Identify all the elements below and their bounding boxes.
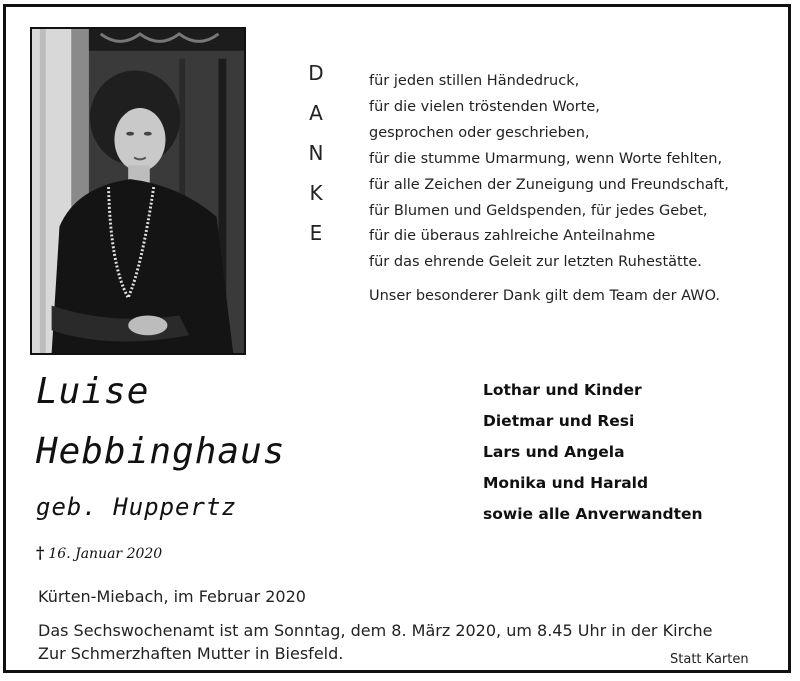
deceased-last-name: Hebbinghaus: [36, 431, 286, 472]
death-date: 16. Januar 2020: [48, 546, 163, 562]
thanks-line: gesprochen oder geschrieben,: [369, 124, 590, 141]
family-member: Lars und Angela: [483, 443, 625, 461]
obituary-notice: [3, 4, 791, 673]
thanks-line: für alle Zeichen der Zuneigung und Freundschaft,: [369, 176, 729, 193]
thanks-line: für die stumme Umarmung, wenn Worte fehlten,: [369, 150, 723, 167]
thanks-text: [369, 69, 779, 276]
memorial-service-info: [38, 619, 768, 665]
danke-letter: K: [309, 181, 323, 205]
death-date-line: [36, 543, 162, 562]
thanks-line: für die überaus zahlreiche Anteilnahme: [369, 228, 656, 245]
place-and-date: Kürten-Miebach, im Februar 2020: [38, 587, 306, 606]
family-member: Monika und Harald: [483, 474, 649, 492]
service-line: Das Sechswochenamt ist am Sonntag, dem 8. März 2020, um 8.45 Uhr in der Kirche: [38, 621, 713, 640]
thanks-line: für jeden stillen Händedruck,: [369, 73, 580, 89]
danke-letter: N: [308, 141, 324, 165]
statt-karten: Statt Karten: [670, 652, 749, 667]
danke-letter: D: [308, 61, 324, 85]
thanks-line: für Blumen und Geldspenden, für jedes Gebet,: [369, 202, 708, 219]
service-line: Zur Schmerzhaften Mutter in Biesfeld.: [38, 644, 344, 663]
portrait-photo: [30, 27, 246, 355]
cross-icon: †: [36, 543, 45, 562]
deceased-birth-name: geb. Huppertz: [36, 493, 237, 521]
family-list: [483, 375, 703, 530]
family-member: Dietmar und Resi: [483, 412, 635, 430]
portrait-image: [32, 29, 244, 353]
danke-letter: A: [309, 101, 323, 125]
thanks-line: für die vielen tröstenden Worte,: [369, 98, 600, 115]
special-thanks: Unser besonderer Dank gilt dem Team der AWO.: [369, 288, 721, 304]
thanks-line: für das ehrende Geleit zur letzten Ruhestätte.: [369, 254, 702, 271]
family-member: sowie alle Anverwandten: [483, 505, 703, 523]
deceased-first-name: Luise: [36, 371, 150, 412]
danke-vertical: [304, 59, 328, 259]
family-member: Lothar und Kinder: [483, 381, 642, 399]
danke-letter: E: [309, 221, 323, 245]
